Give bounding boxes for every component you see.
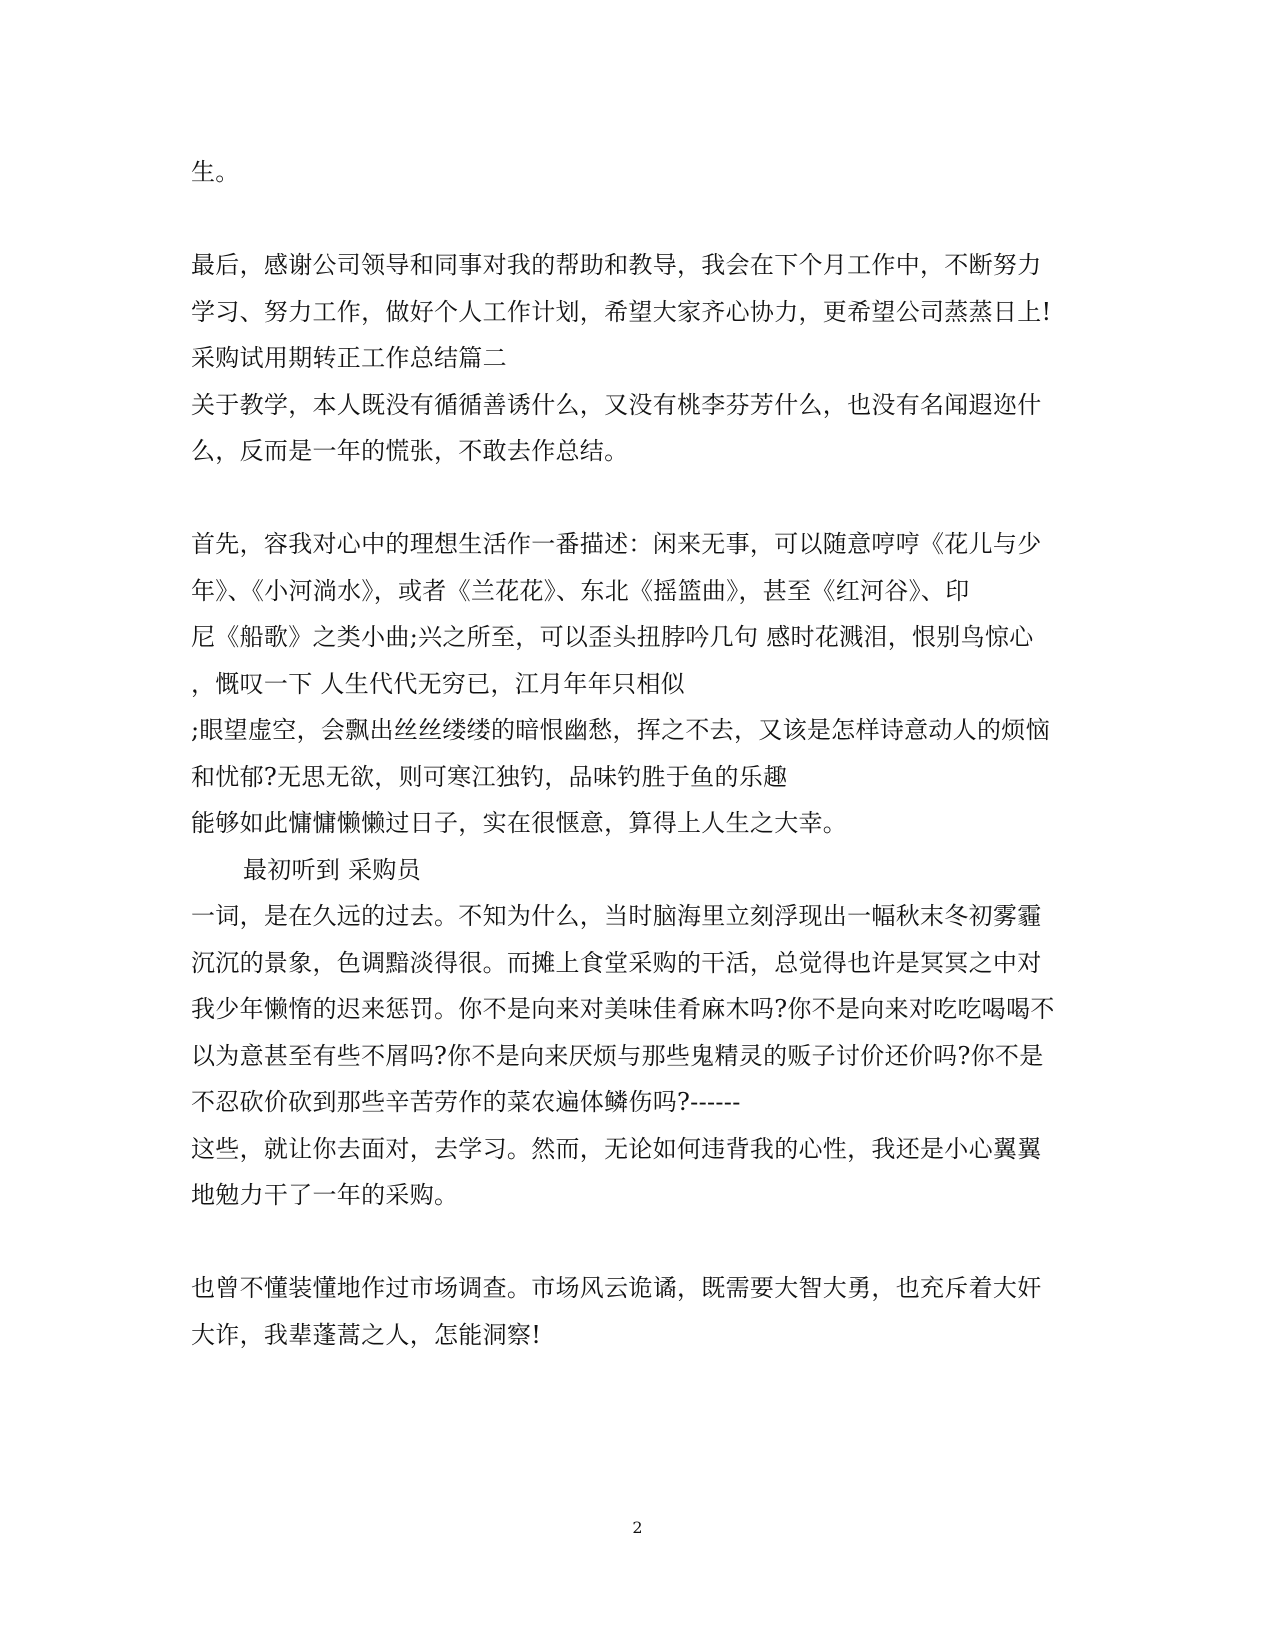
text-line: 关于教学，本人既没有循循善诱什么，又没有桃李芬芳什么，也没有名闻遐迩什 — [191, 391, 1042, 419]
text-line: 年》、《小河淌水》，或者《兰花花》、东北《摇篮曲》，甚至《红河谷》、印 — [191, 577, 970, 605]
text-line: 首先，容我对心中的理想生活作一番描述：闲来无事，可以随意哼哼《花儿与少 — [191, 530, 1042, 558]
text-line: 不忍砍价砍到那些辛苦劳作的菜农遍体鳞伤吗?------ — [191, 1088, 741, 1116]
text-line: 生。 — [191, 158, 240, 186]
text-line: 么，反而是一年的慌张，不敢去作总结。 — [191, 437, 629, 465]
text-line: 和忧郁?无思无欲，则可寒江独钓，品味钓胜于鱼的乐趣 — [191, 763, 788, 791]
text-line: 能够如此慵慵懒懒过日子，实在很惬意，算得上人生之大幸。 — [191, 809, 848, 837]
text-line: 尼《船歌》之类小曲;兴之所至，可以歪头扭脖吟几句 感时花溅泪，恨别鸟惊心 — [191, 623, 1034, 651]
text-line: 以为意甚至有些不屑吗?你不是向来厌烦与那些鬼精灵的贩子讨价还价吗?你不是 — [191, 1042, 1044, 1070]
text-line: 我少年懒惰的迟来惩罚。你不是向来对美味佳肴麻木吗?你不是向来对吃吃喝喝不 — [191, 995, 1055, 1023]
page-number: 2 — [632, 1518, 643, 1537]
text-line: 最后，感谢公司领导和同事对我的帮助和教导，我会在下个月工作中，不断努力 — [191, 251, 1042, 279]
text-line: 也曾不懂装懂地作过市场调查。市场风云诡谲，既需要大智大勇，也充斥着大奸 — [191, 1274, 1042, 1302]
section-heading: 采购试用期转正工作总结篇二 — [191, 344, 507, 372]
text-line: ，慨叹一下 人生代代无穷已，江月年年只相似 — [191, 670, 685, 698]
text-line: 大诈，我辈蓬蒿之人，怎能洞察! — [191, 1321, 542, 1349]
text-line: 学习、努力工作，做好个人工作计划，希望大家齐心协力，更希望公司蒸蒸日上! — [191, 298, 1052, 326]
text-line: 地勉力干了一年的采购。 — [191, 1181, 459, 1209]
text-line: 沉沉的景象，色调黯淡得很。而摊上食堂采购的干活，总觉得也许是冥冥之中对 — [191, 949, 1042, 977]
text-line: 一词，是在久远的过去。不知为什么，当时脑海里立刻浮现出一幅秋末冬初雾霾 — [191, 902, 1042, 930]
text-line: 最初听到 采购员 — [243, 856, 422, 884]
text-line: 这些，就让你去面对，去学习。然而，无论如何违背我的心性，我还是小心翼翼 — [191, 1135, 1042, 1163]
text-line: ;眼望虚空，会飘出丝丝缕缕的暗恨幽愁，挥之不去，又该是怎样诗意动人的烦恼 — [191, 716, 1050, 744]
